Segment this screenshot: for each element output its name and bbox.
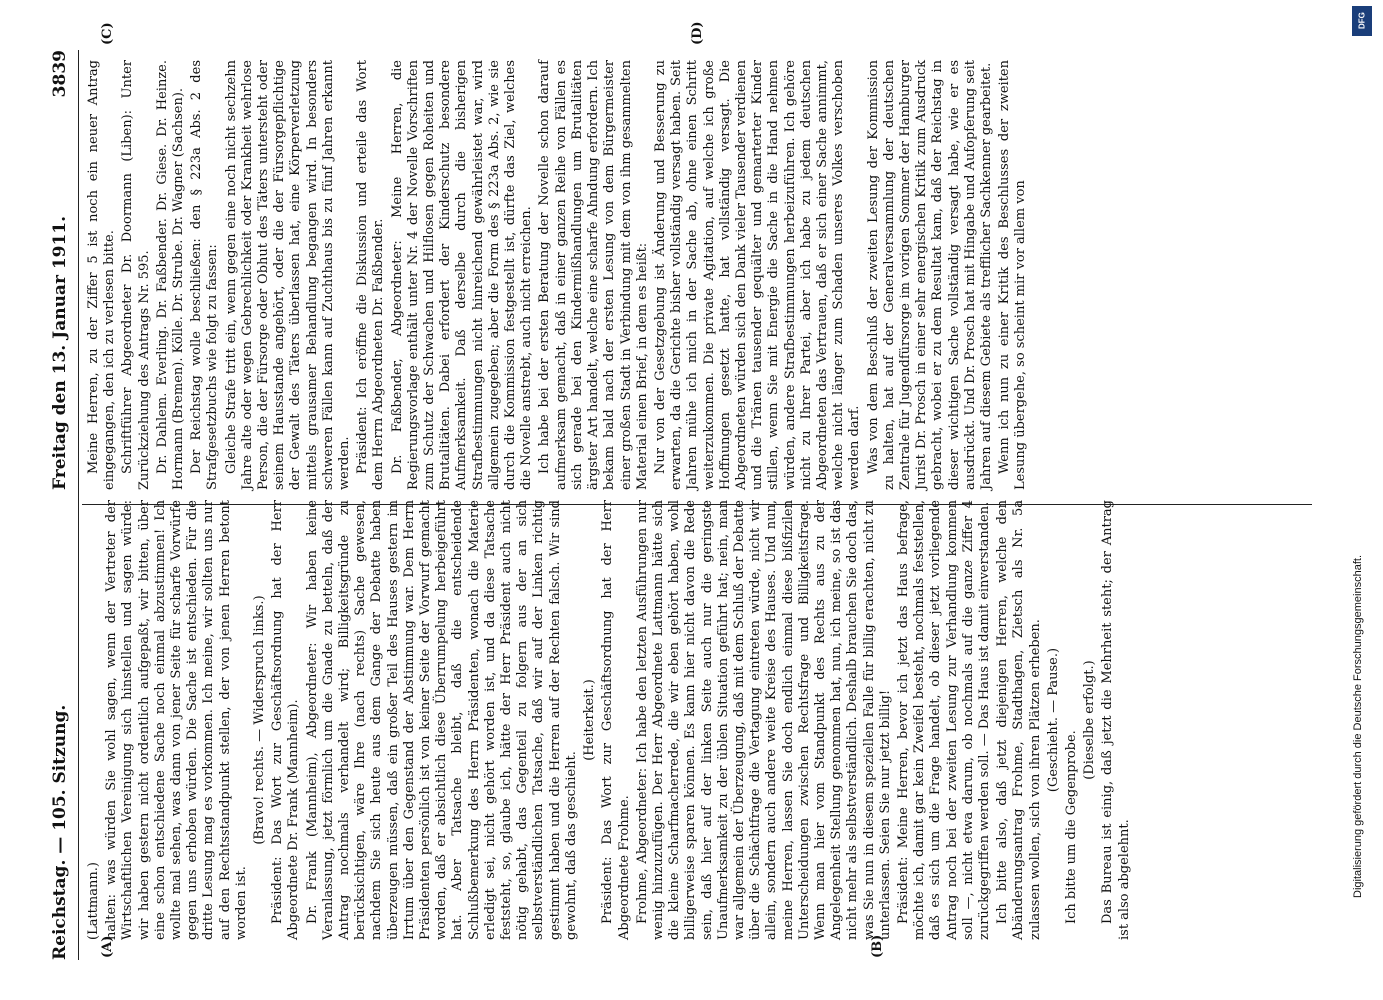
speaker-continuation: (Lattmann.) — [86, 862, 101, 940]
paragraph: Ich bitte also, daß jetzt diejenigen Herren, welche den Abänderungsantrag Frohme, Stadthagen, Zietsch als Nr. 5a zulassen wollen, sich von ihren Plätzen erheben. — [995, 500, 1043, 940]
page-header — [50, 50, 74, 960]
paragraph: Schriftführer Abgeordneter Dr. Doormann (Liben): Unter Zurückziehung des Antrags Nr. 595. — [120, 60, 152, 490]
margin-mark-d: (D) — [690, 21, 705, 45]
paragraph: Präsident: Meine Herren, bevor ich jetzt das Haus befrage, möchte ich, damit gar kein Zweifel besteht, nochmals feststellen, daß es sich um die Frage handelt, ob dieser jetzt vorliegende Antrag noch bei der zweiten Lesung zur Verhandlung kommen soll —, nicht etwa darum, ob nochmals auf die ganze Ziffer 4 zurückgegriffen werden soll. — Das Haus ist damit einverstanden. — [895, 500, 992, 940]
paragraph: Ich habe bei der ersten Beratung der Novelle schon darauf aufmerksam gemacht, daß in einer ganzen Reihe von Fällen es sich gerade bei den Kindermißhandlungen um Brutalitäten ärgster Art handelt, welche eine scharfe Ahndung erfordern. Ich bekam bald nach der ersten Lesung von dem Bürgermeister einer großen Stadt in Verbindung mit dem von ihm gesammelten Material einen Brief, in dem es heißt: — [537, 60, 650, 490]
sidebar-note — [1352, 8, 1374, 908]
paragraph: Der Reichstag wolle beschließen: den § 223a Abs. 2 des Strafgesetzbuchs wie folgt zu fassen: — [189, 60, 221, 490]
interjection: (Geschieht. — Pause.) — [1045, 647, 1061, 793]
margin-mark-c: (C) — [100, 22, 115, 45]
paragraph: Das Bureau ist einig, daß jetzt die Mehrheit steht; der Antrag ist also abgelehnt. — [1100, 500, 1132, 940]
right-column — [86, 60, 1032, 490]
paragraph: Präsident: Das Wort zur Geschäftsordnung hat der Herr Abgeordnete Frohme. — [600, 500, 632, 940]
paragraph: halten: was würden Sie wohl sagen, wenn der Vertreter der Wirtschaftlichen Vereinigung sich hinstellen und sagen würde: wir haben gestern nicht ordentlich aufgepaßt, wir bitten, über eine schon entschiedene Sache noch einmal abzustimmen! Ich wollte mal sehen, was dann von jener Seite für scharfe Vorwürfe gegen uns erhoben würden. Die Sache ist entschieden. Für die dritte Lesung mag es vorkommen. Ich meine, wir sollten uns nur auf den Rechtsstandpunkt stellen, der von jenen Herren betont worden ist. — [104, 500, 249, 940]
interjection: (Dieselbe erfolgt.) — [1082, 660, 1098, 780]
paragraph: Präsident: Ich eröffne die Diskussion und erteile das Wort dem Herrn Abgeordneten Dr. Faßbender. — [355, 60, 387, 490]
paragraph: Präsident: Das Wort zur Geschäftsordnung hat der Herr Abgeordnete Dr. Frank (Mannheim). — [270, 500, 302, 940]
dfg-logo: DFG — [1352, 6, 1372, 36]
motion-text: Gleiche Strafe tritt ein, wenn gegen eine noch nicht sechzehn Jahre alte oder wegen Gebrechlichkeit oder Krankheit wehrlose Person, die der Fürsorge oder Obhut des Täters untersteht oder seinem Hausstande angehört, oder die der Fürsorgepflichtige der Gewalt des Täters überlassen hat, eine Körperverletzung mittels grausamer Behandlung begangen wird. In besonders schweren Fällen kann auf Zuchthaus bis zu fünf Jahren erkannt werden. — [223, 60, 353, 490]
page-number: 3839 — [50, 50, 70, 98]
paragraph: Was von dem Beschluß der zweiten Lesung der Kommission zu halten, hat auf der Generalversammlung der deutschen Zentrale für Jugendfürsorge im vorigen Sommer der Hamburger Jurist Dr. Prosch in einer sehr energischen Kritik zum Ausdruck gebracht, wobei er zu dem Resultat kam, daß der Reichstag in dieser wichtigen Sache vollständig versagt habe, wie er es ausdrückt. Und Dr. Prosch hat mit Hingabe und Aufopferung seit Jahren auf diesem Gebiete als trefflicher Sachkenner gearbeitet. — [865, 60, 994, 490]
interjection: (Heiterkeit.) — [582, 679, 598, 761]
interjection: (Bravo! rechts. — Widerspruch links.) — [252, 595, 268, 845]
sidebar-note-text: Digitalisierung gefördert durch die Deutsche Forschungsgemeinschaft. — [1352, 554, 1364, 898]
margin-mark-b: (B) — [870, 934, 885, 958]
left-column — [86, 500, 1135, 940]
paragraph: Dr. Frank (Mannheim), Abgeordneter: Wir haben keine Veranlassung, jetzt förmlich um die Gnade zu betteln, daß der Antrag nochmals verhandelt wird; Billigkeitsgründe zu berücksichtigen, wäre Ihre (nach rechts) Sache gewesen, nachdem Sie sich heute aus dem Gange der Debatte haben überzeugen müssen, daß ein großer Teil des Hauses gestern im Irrtum über den Gegenstand der Abstimmung war. Dem Herrn Präsidenten persönlich ist von keiner Seite der Vorwurf gemacht worden, daß er absichtlich diese Überrumpelung herbeigeführt hat. Aber Tatsache bleibt, daß die entscheidende Schlußbemerkung des Herrn Präsidenten, wonach die Materie erledigt sei, nicht gehört worden ist, und da diese Tatsache feststeht, so, glaube ich, hätte der Herr Präsident auch nicht nötig gehabt, das Gegenteil zu folgern aus der an sich selbstverständlichen Tatsache, daß wir auf der Linken richtig gestimmt haben und die Herren auf der Rechten falsch. Wir sind gewohnt, daß das geschieht. — [304, 500, 579, 940]
header-left: Reichstag. — 105. Sitzung. — [50, 704, 70, 960]
margin-mark-a: (A) — [100, 935, 115, 958]
header-rule — [78, 50, 79, 960]
paragraph: Ich bitte um die Gegenprobe. — [1063, 730, 1079, 924]
signatories: Dr. Dahlem. Everling. Dr. Faßbender. Dr. Giese. Dr. Heinze. Hormann (Bremen). Kölle. Dr. Strube. Dr. Wagner (Sachsen). — [154, 60, 187, 490]
paragraph: Wenn ich nun zu einer Kritik des Beschlusses der zweiten Lesung übergehe, so scheint mir vor allem von — [997, 60, 1029, 490]
paragraph: Meine Herren, zu der Ziffer 5 ist noch ein neuer Antrag eingegangen, den ich zu verlesen bitte. — [86, 60, 118, 490]
paragraph: Dr. Faßbender, Abgeordneter: Meine Herren, die Regierungsvorlage enthält unter Nr. 4 der Novelle Vorschriften zum Schutz der Schwachen und Hilflosen gegen Roheiten und Brutalitäten. Dabei erfordert der Kinderschutz besondere Aufmerksamkeit. Daß derselbe durch die bisherigen Strafbestimmungen nicht hinreichend gewährleistet war, wird allgemein zugegeben; aber die Form des § 223a Abs. 2, wie sie durch die Kommission festgestellt ist, dürfte das Ziel, welches die Novelle anstrebt, auch nicht erreichen. — [389, 60, 535, 490]
header-center: Freitag den 13. Januar 1911. — [50, 215, 70, 490]
paragraph: Frohme, Abgeordneter: Ich habe den letzten Ausführungen nur wenig hinzuzufügen. Der Herr Abgeordnete Lattmann hätte sich die kleine Scharfmacherrede, die wir eben gehört haben, wohl billigerweise sparen können. Es kann hier nicht davon die Rede sein, daß hier auf der linken Seite auch nur die geringste Unaufmerksamkeit zu der üblen Situation geführt hat; nein, man war allgemein der Überzeugung, daß mit dem Schluß der Debatte über die Schächtfrage die Vertagung eintreten würde, nicht wir allein, sondern auch andere weite Kreise des Hauses. Und nun, meine Herren, lassen Sie doch endlich einmal diese bißfizilen Unterscheidungen zwischen Rechtsfrage und Billigkeitsfrage. Wenn man hier vom Standpunkt des Rechts aus zu der Angelegenheit Stellung genommen hat, nun, ich meine, so ist das nicht mehr als selbstverständlich. Deshalb brauchen Sie doch das, was Sie nun in diesem speziellen Falle für billig erachten, nicht zu unterlassen. Seien Sie nur jetzt billig! — [634, 500, 893, 940]
quoted-letter: Nur von der Gesetzgebung ist Änderung und Besserung zu erwarten, da die Gerichte bisher vollständig versagt haben. Seit Jahren mühe ich mich in der Sache ab, ohne einen Schritt weiterzukommen. Die private Agitation, auf welche ich große Hoffnungen gesetzt hatte, hat vollständig versagt. Die Abgeordneten würden sich den Dank vieler Tausender verdienen und die Tränen tausender gequälter und gemarterter Kinder stillen, wenn Sie mit Energie die Sache in die Hand nehmen würden, andere Strafbestimmungen herbeizuführen. Ich gehöre nicht zu Ihrer Partei, aber ich habe zu jedem deutschen Abgeordneten das Vertrauen, daß er sich einer Sache annimmt, welche nicht länger zum Schaden unseres Volkes verschoben werden darf. — [652, 60, 863, 490]
